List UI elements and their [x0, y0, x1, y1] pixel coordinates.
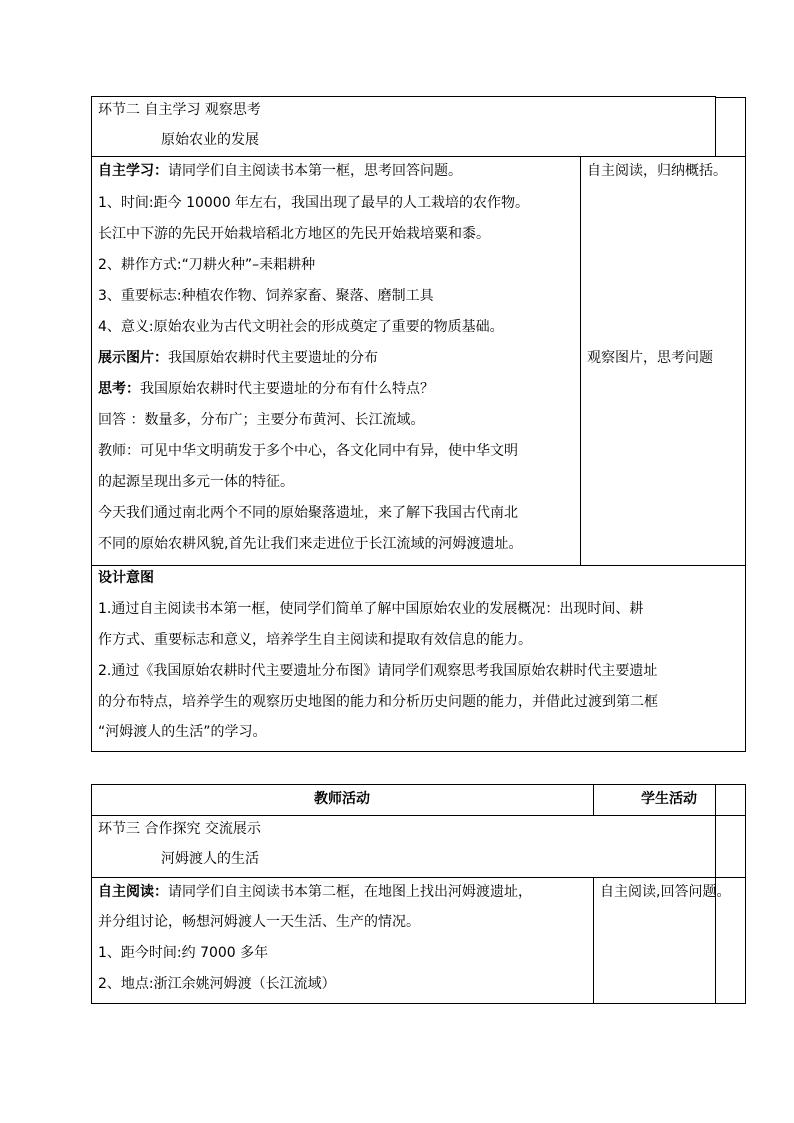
answer-line: 回答 ：数量多，分布广；主要分布黄河、长江流域。 — [98, 412, 425, 428]
self-read-label: 自主阅读： — [98, 884, 168, 900]
table2-row1-divider — [715, 815, 716, 877]
show-picture-label: 展示图片： — [98, 350, 168, 366]
header-student-activity: 学生活动 — [641, 791, 697, 807]
table1-left-border — [91, 96, 92, 752]
design-intent-2-line2: 的分布特点，培养学生的观察历史地图的能力和分析历史问题的能力，并借此过渡到第二框 — [98, 694, 658, 710]
section2-subheading: 原始农业的发展 — [161, 132, 259, 148]
table1-row-divider-2 — [91, 565, 746, 566]
student-activity-answer: 自主阅读,回答问题。 — [600, 884, 731, 900]
think-line — [98, 379, 434, 399]
show-picture-text: 我国原始农耕时代主要遗址的分布 — [168, 350, 378, 366]
table2-bottom-border — [91, 1003, 746, 1004]
important-marks-item: 3、重要标志:种植农作物、饲养家畜、聚落、磨制工具 — [98, 288, 434, 304]
student-activity-observe: 观察图片，思考问题 — [587, 350, 713, 366]
farming-method-item: 2、耕作方式:“刀耕火种”–耒耜耕种 — [98, 257, 316, 273]
design-intent-2-line3: “河姆渡人的生活”的学习。 — [98, 724, 267, 740]
self-study-label: 自主学习： — [98, 163, 168, 179]
self-read-text: 请同学们自主阅读书本第二框，在地图上找出河姆渡遗址， — [168, 884, 532, 900]
hemudu-time-item: 1、距今时间:约 7000 多年 — [98, 945, 269, 961]
self-read-line — [98, 882, 532, 902]
show-picture-line — [98, 348, 378, 368]
table1-top-right-border — [715, 97, 746, 98]
self-study-line — [98, 161, 462, 181]
table2-row-divider — [91, 877, 746, 878]
time-item-line2: 长江中下游的先民开始栽培稻北方地区的先民开始栽培粟和黍。 — [98, 226, 490, 242]
section3-subheading: 河姆渡人的生活 — [161, 851, 259, 867]
table1-bottom-border — [91, 751, 746, 752]
section2-heading: 环节二 自主学习 观察思考 — [98, 102, 261, 118]
section3-heading: 环节三 合作探究 交流展示 — [98, 821, 261, 837]
time-item-line1: 1、时间:距今 10000 年左右，我国出现了最早的人工栽培的农作物。 — [98, 195, 530, 211]
significance-item: 4、意义:原始农业为古代文明社会的形成奠定了重要的物质基础。 — [98, 319, 504, 335]
table1-row-divider-1 — [91, 156, 746, 157]
table1-right-border — [745, 97, 746, 752]
today-line2: 不同的原始农耕风貌,首先让我们来走进位于长江流域的河姆渡遗址。 — [98, 536, 523, 552]
design-intent-1-line1: 1.通过自主阅读书本第一框，使同学们简单了解中国原始农业的发展概况：出现时间、耕 — [98, 601, 644, 617]
student-activity-read: 自主阅读，归纳概括。 — [587, 163, 727, 179]
self-read-line2: 并分组讨论，畅想河姆渡人一天生活、生产的情况。 — [98, 914, 420, 930]
table2-right-border — [745, 784, 746, 1004]
think-text: 我国原始农耕时代主要遗址的分布有什么特点？ — [140, 381, 434, 397]
teacher-line1: 教师：可见中华文明萌发于多个中心，各文化同中有异，使中华文明 — [98, 443, 518, 459]
teacher-line2: 的起源呈现出多元一体的特征。 — [98, 474, 294, 490]
header-teacher-activity: 教师活动 — [314, 791, 370, 807]
today-line1: 今天我们通过南北两个不同的原始聚落遗址，来了解下我国古代南北 — [98, 505, 518, 521]
design-intent-title: 设计意图 — [98, 570, 154, 586]
table2-left-border — [91, 784, 92, 1004]
hemudu-location-item: 2、地点:浙江余姚河姆渡（长江流域） — [98, 976, 336, 992]
table1-inner-divider-top — [715, 96, 716, 156]
design-intent-2-line1: 2.通过《我国原始农耕时代主要遗址分布图》请同学们观察思考我国原始农耕时代主要遗址 — [98, 663, 658, 679]
design-intent-1-line2: 作方式、重要标志和意义，培养学生自主阅读和提取有效信息的能力。 — [98, 632, 532, 648]
table1-top-border — [91, 96, 715, 97]
table2-header-divider — [91, 815, 746, 816]
table1-column-divider — [580, 156, 581, 565]
self-study-text: 请同学们自主阅读书本第一框，思考回答问题。 — [168, 163, 462, 179]
table2-column-divider — [593, 877, 594, 1003]
table2-top-border — [91, 784, 746, 785]
think-label: 思考： — [98, 381, 140, 397]
